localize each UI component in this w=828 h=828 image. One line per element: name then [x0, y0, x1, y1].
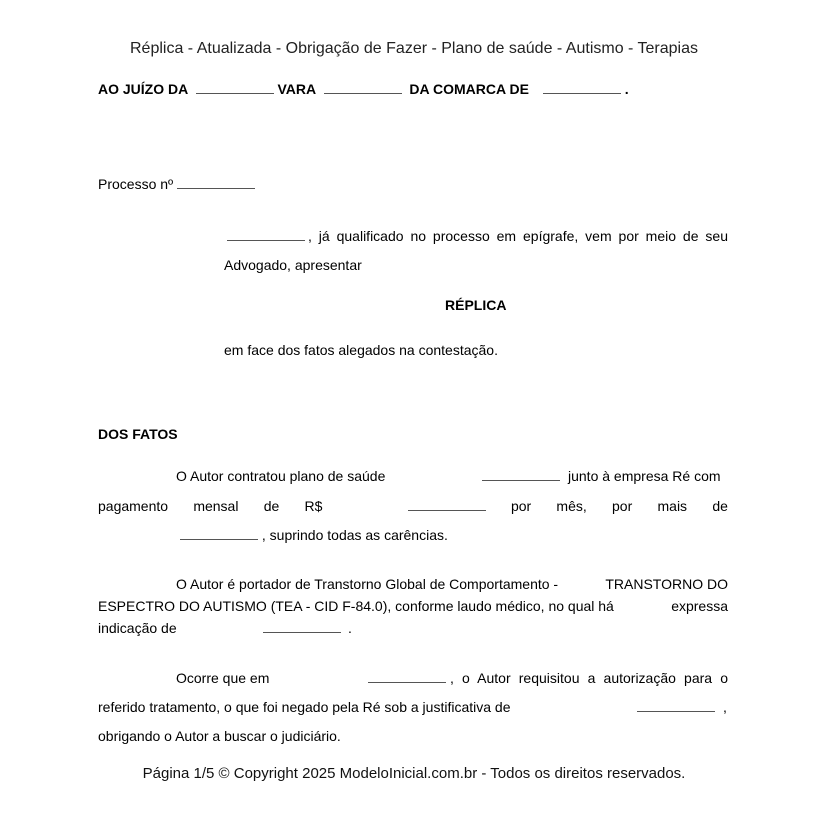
addressee-part-2: VARA — [277, 81, 316, 97]
para1-line-3 — [180, 527, 448, 543]
para3-text: obrigando o Autor a buscar o judiciário. — [98, 728, 341, 744]
blank-field — [324, 81, 402, 94]
blank-field — [637, 699, 715, 712]
para1-word: mensal — [193, 498, 239, 514]
addressee-part-1: AO JUÍZO DA — [98, 81, 188, 97]
para1-text-b: junto à empresa Ré com — [568, 468, 721, 484]
intro-line-2: Advogado, apresentar — [224, 257, 362, 273]
para1-line-2 — [98, 498, 728, 514]
intro-text-1: , já qualificado no processo em epígrafe, vem por meio de seu — [308, 228, 728, 244]
para1-word: R$ — [304, 498, 323, 514]
blank-field — [408, 498, 486, 511]
blank-field — [180, 527, 258, 540]
para1-word: de — [263, 498, 280, 514]
blank-field — [482, 468, 560, 481]
intro-end: em face dos fatos alegados na contestação. — [224, 342, 498, 358]
para1-word: mais — [657, 498, 688, 514]
para2-text: O Autor é portador de Transtorno Global de Comportamento - — [176, 576, 559, 592]
addressee-part-4: . — [624, 81, 629, 97]
blank-field — [543, 81, 621, 94]
para2-text: . — [348, 620, 352, 636]
para2-text: TRANSTORNO DO — [605, 576, 728, 592]
para2-text: expressa — [671, 598, 728, 614]
para1-text-a: O Autor contratou plano de saúde — [176, 468, 386, 484]
addressee-line — [98, 81, 629, 97]
blank-field — [177, 176, 255, 189]
para1-word: por — [612, 498, 633, 514]
para2-text: indicação de — [98, 620, 177, 636]
blank-field — [227, 228, 305, 241]
blank-field — [368, 670, 446, 683]
blank-field — [263, 620, 341, 633]
para3-text: , o Autor requisitou a autorização para o — [450, 670, 728, 686]
para1-text-e: , suprindo todas as carências. — [261, 527, 448, 543]
addressee-part-3: DA COMARCA DE — [409, 81, 529, 97]
para3-line-1-rest — [450, 670, 728, 686]
para2-text: ESPECTRO DO AUTISMO (TEA - CID F-84.0), conforme laudo médico, no qual há — [98, 598, 614, 614]
blank-field — [196, 81, 274, 94]
para2-line-1 — [176, 576, 728, 592]
processo-line — [98, 176, 255, 192]
para2-line-2 — [98, 598, 728, 614]
heading-replica: RÉPLICA — [445, 297, 507, 313]
intro-line-1 — [227, 228, 728, 244]
para1-word: mês, — [556, 498, 587, 514]
para3-text: referido tratamento, o que foi negado pela Ré sob a justificativa de — [98, 699, 511, 715]
section-dos-fatos: DOS FATOS — [98, 426, 178, 442]
para1-word: por — [510, 498, 532, 514]
page-footer: Página 1/5 © Copyright 2025 ModeloInicial.com.br - Todos os direitos reservados. — [142, 765, 686, 782]
document-title: Réplica - Atualizada - Obrigação de Fazer - Plano de saúde - Autismo - Terapias — [130, 40, 698, 57]
para1-word: de — [712, 498, 728, 514]
para1-word: pagamento — [98, 498, 169, 514]
processo-label: Processo nº — [98, 176, 174, 192]
para3-text: Ocorre que em — [176, 670, 270, 686]
para3-text: , — [723, 699, 727, 715]
